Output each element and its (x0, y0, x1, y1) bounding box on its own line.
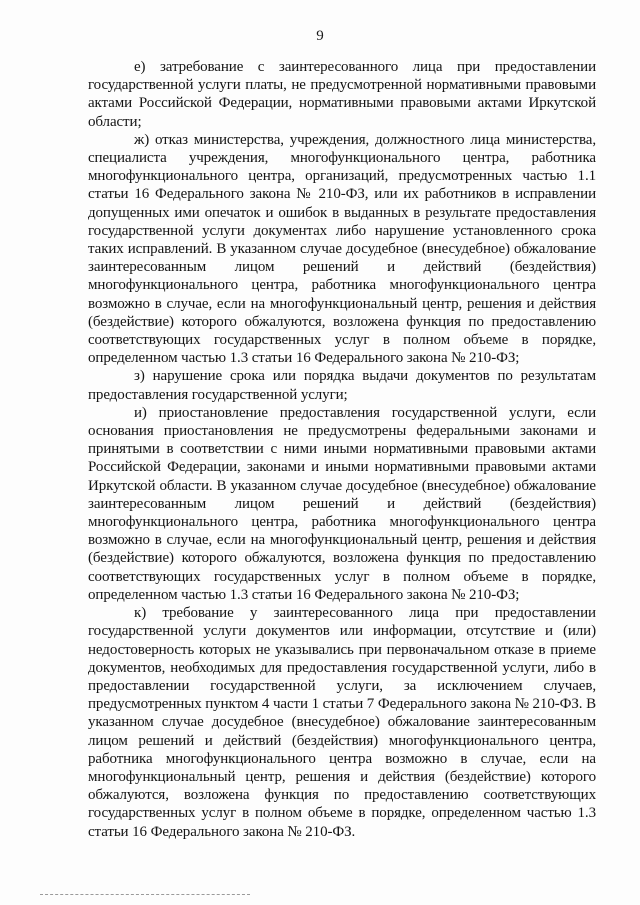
page-number: 9 (316, 28, 324, 44)
paragraph-e: е) затребование с заинтересованного лица при предоставлении государственной услуги платы, не предусмотренной нормативными правовыми актами Российской Федерации, нормативными правовыми актами Иркутской области; (88, 59, 596, 130)
scan-bottom-line (40, 894, 250, 895)
paragraph-i: и) приостановление предоставления государственной услуги, если основания приостановления не предусмотрены федеральными законами и принятыми в соответствии с ними иными нормативными правовыми актами Российской Федерации, законами и иными нормативными правовыми актами Иркутской области. В указанном случае досудебное (внесудебное) обжалование заинтересованным лицом решений и действий (бездействия) многофункционального центра, работника многофункционального центра возможно в случае, если на многофункциональный центр, решения и действия (бездействие) которого обжалуются, возложена функция по предоставлению соответствующих государственных услуг в полном объеме в порядке, определенном частью 1.3 статьи 16 Федерального закона № 210-ФЗ; (88, 404, 596, 603)
document-body (88, 58, 596, 841)
paragraph-k: к) требование у заинтересованного лица при предоставлении государственной услуги документов или информации, отсутствие и (или) недостоверность которых не указывались при первоначальном отказе в приеме документов, необходимых для предоставления государственной услуги, либо в предоставлении государственной услуги, за исключением случаев, предусмотренных пунктом 4 части 1 статьи 7 Федерального закона № 210-ФЗ. В указанном случае досудебное (внесудебное) обжалование заинтересованным лицом решений и действий (бездействия) многофункционального центра, работника многофункционального центра возможно в случае, если на многофункциональный центр, решения и действия (бездействие) которого обжалуются, возложена функция по предоставлению соответствующих государственных услуг в полном объеме в порядке, определенном частью 1.3 статьи 16 Федерального закона № 210-ФЗ. (88, 605, 596, 840)
paragraph-z: з) нарушение срока или порядка выдачи документов по результатам предоставления государственной услуги; (88, 368, 596, 403)
paragraph-zh: ж) отказ министерства, учреждения, должностного лица министерства, специалиста учреждения, многофункционального центра, работника многофункционального центра, организаций, предусмотренных частью 1.1 статьи 16 Федерального закона № 210-ФЗ, или их работников в исправлении допущенных ими опечаток и ошибок в выданных в результате предоставления государственной услуги документах либо нарушение установленного срока таких исправлений. В указанном случае досудебное (внесудебное) обжалование заинтересованным лицом решений и действий (бездействия) многофункционального центра, работника многофункционального центра возможно в случае, если на многофункциональный центр, решения и действия (бездействие) которого обжалуются, возложена функция по предоставлению соответствующих государственных услуг в полном объеме в порядке, определенном частью 1.3 статьи 16 Федерального закона № 210-ФЗ; (88, 131, 596, 367)
